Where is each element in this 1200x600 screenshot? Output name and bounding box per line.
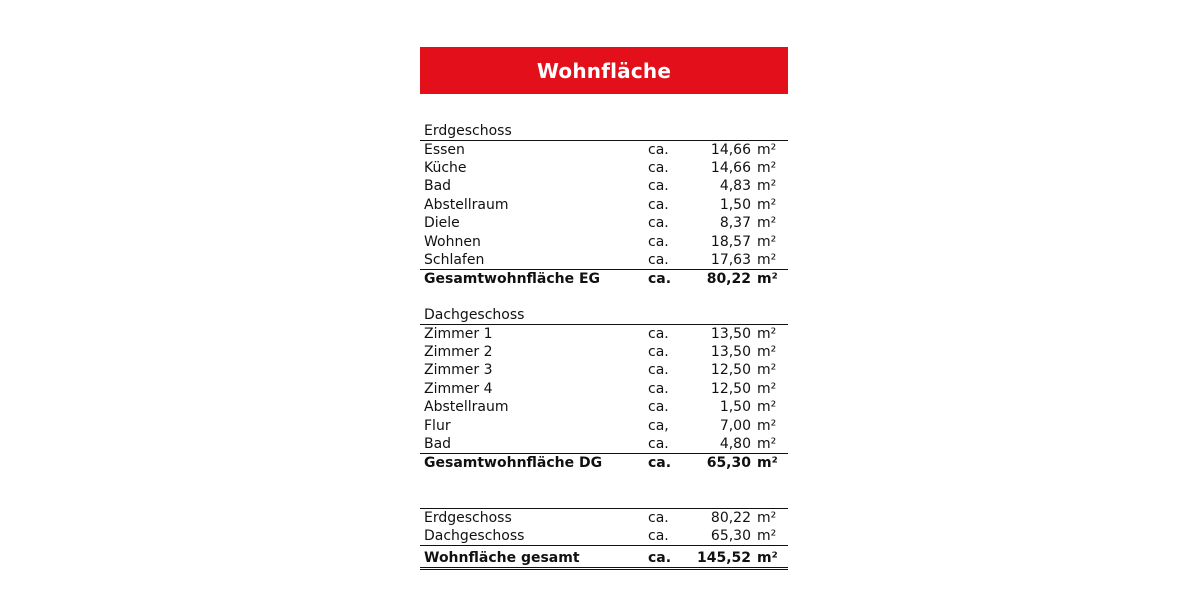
- approx-label: ca.: [648, 234, 669, 250]
- area-unit: m²: [757, 234, 777, 250]
- room-label: Diele: [424, 215, 460, 231]
- table-row: [424, 343, 788, 361]
- area-unit: m²: [757, 381, 777, 397]
- table-row: [424, 159, 788, 177]
- floor-label: Erdgeschoss: [424, 510, 512, 526]
- area-unit: m²: [757, 215, 777, 231]
- room-label: Essen: [424, 142, 465, 158]
- approx-label: ca.: [648, 528, 669, 544]
- room-label: Zimmer 4: [424, 381, 493, 397]
- section-heading-dg: [424, 306, 788, 324]
- area-unit: m²: [757, 142, 777, 158]
- table-row: [424, 435, 788, 453]
- room-label: Küche: [424, 160, 467, 176]
- area-unit: m²: [757, 160, 777, 176]
- room-label: Zimmer 2: [424, 344, 493, 360]
- table-row: [424, 251, 788, 269]
- total-label: Gesamtwohnfläche DG: [424, 455, 603, 471]
- room-label: Bad: [424, 178, 452, 194]
- table-row: [424, 233, 788, 251]
- approx-label: ca.: [648, 215, 669, 231]
- area-value: 18,57: [710, 234, 751, 250]
- area-unit: m²: [757, 344, 777, 360]
- summary-row: [424, 527, 788, 545]
- double-divider: [420, 567, 788, 570]
- approx-label: ca.: [648, 362, 669, 378]
- area-unit: m²: [757, 528, 777, 544]
- total-row-dg: [424, 454, 788, 472]
- approx-label: ca.: [648, 399, 669, 415]
- area-unit: m²: [757, 510, 777, 526]
- table-row: [424, 196, 788, 214]
- approx-label: ca.: [648, 271, 672, 287]
- room-label: Schlafen: [424, 252, 485, 268]
- area-value: 1,50: [719, 399, 751, 415]
- approx-label: ca.: [648, 178, 669, 194]
- room-label: Bad: [424, 436, 452, 452]
- table-row: [424, 417, 788, 435]
- area-value: 65,30: [710, 528, 751, 544]
- area-unit: m²: [757, 399, 777, 415]
- summary-row: [424, 509, 788, 527]
- area-unit: m²: [757, 197, 777, 213]
- approx-label: ca.: [648, 197, 669, 213]
- section-heading-eg: [424, 122, 788, 140]
- approx-label: ca.: [648, 326, 669, 342]
- total-label: Gesamtwohnfläche EG: [424, 271, 601, 287]
- area-unit: m²: [757, 271, 778, 287]
- area-unit: m²: [757, 362, 777, 378]
- area-value: 14,66: [710, 142, 751, 158]
- page-title: Wohnfläche: [420, 47, 788, 94]
- area-value: 4,83: [719, 178, 751, 194]
- area-value: 13,50: [710, 326, 751, 342]
- area-value: 14,66: [710, 160, 751, 176]
- room-label: Zimmer 1: [424, 326, 493, 342]
- approx-label: ca.: [648, 455, 672, 471]
- table-row: [424, 398, 788, 416]
- approx-label: ca.: [648, 436, 669, 452]
- area-value: 80,22: [710, 510, 751, 526]
- area-value: 4,80: [719, 436, 751, 452]
- area-unit: m²: [757, 252, 777, 268]
- area-value: 12,50: [710, 381, 751, 397]
- area-value: 12,50: [710, 362, 751, 378]
- approx-label: ca.: [648, 160, 669, 176]
- approx-label: ca,: [648, 418, 669, 434]
- section-heading-label: Dachgeschoss: [424, 307, 525, 323]
- total-value: 80,22: [706, 271, 751, 287]
- floor-label: Dachgeschoss: [424, 528, 525, 544]
- table-row: [424, 361, 788, 379]
- area-unit: m²: [757, 436, 777, 452]
- area-unit: m²: [757, 326, 777, 342]
- approx-label: ca.: [648, 344, 669, 360]
- room-label: Flur: [424, 418, 451, 434]
- total-row-eg: [424, 270, 788, 288]
- table-row: [424, 214, 788, 232]
- table-row: [424, 325, 788, 343]
- approx-label: ca.: [648, 252, 669, 268]
- table-row: [424, 141, 788, 159]
- approx-label: ca.: [648, 381, 669, 397]
- table-row: [424, 380, 788, 398]
- approx-label: ca.: [648, 142, 669, 158]
- room-label: Abstellraum: [424, 197, 509, 213]
- area-value: 17,63: [710, 252, 751, 268]
- room-label: Abstellraum: [424, 399, 509, 415]
- area-unit: m²: [757, 178, 777, 194]
- approx-label: ca.: [648, 510, 669, 526]
- area-unit: m²: [757, 550, 778, 566]
- grand-total-label: Wohnfläche gesamt: [424, 550, 580, 566]
- area-value: 13,50: [710, 344, 751, 360]
- grand-total-row: [424, 549, 788, 567]
- area-unit: m²: [757, 455, 778, 471]
- table-row: [424, 177, 788, 195]
- section-heading-label: Erdgeschoss: [424, 123, 512, 139]
- total-value: 65,30: [706, 455, 751, 471]
- area-value: 1,50: [719, 197, 751, 213]
- room-label: Wohnen: [424, 234, 481, 250]
- area-value: 7,00: [719, 418, 751, 434]
- area-unit: m²: [757, 418, 777, 434]
- area-value: 8,37: [719, 215, 751, 231]
- divider: [420, 545, 788, 546]
- room-label: Zimmer 3: [424, 362, 493, 378]
- approx-label: ca.: [648, 550, 672, 566]
- grand-total-value: 145,52: [696, 550, 751, 566]
